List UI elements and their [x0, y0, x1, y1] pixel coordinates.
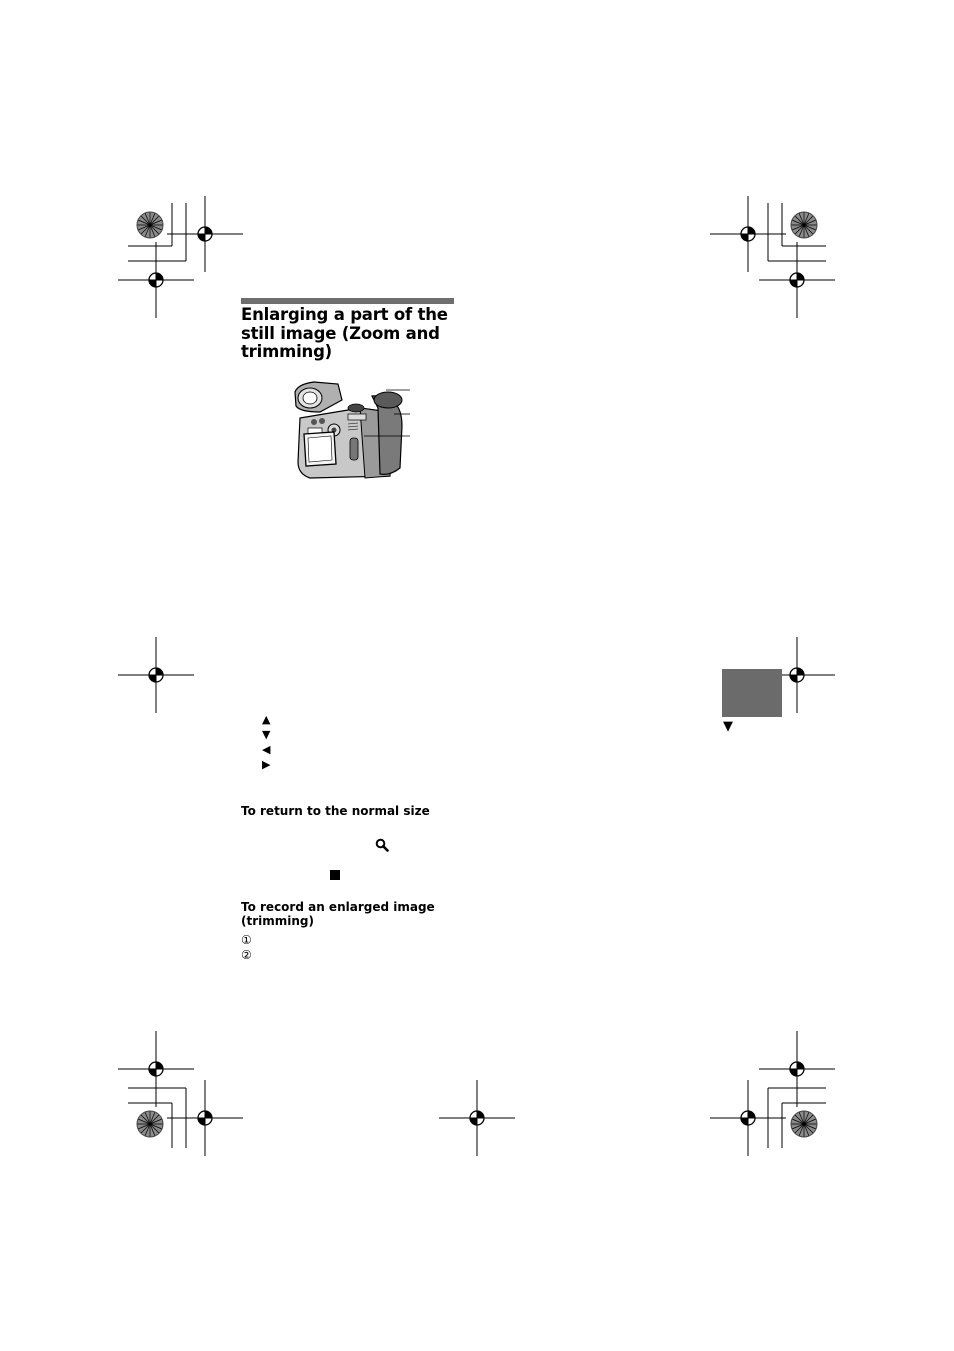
crosshair-middle-left — [118, 637, 194, 713]
crosshair-bottom-center — [439, 1080, 515, 1156]
step-1-marker: ① — [241, 933, 252, 947]
arrow-up-icon: ▲ — [262, 713, 271, 726]
section-title-bar — [241, 298, 454, 304]
continue-arrow-icon: ▼ — [723, 719, 733, 734]
crosshair-top-left-b — [118, 242, 194, 318]
arrow-left-icon: ◀ — [262, 743, 271, 756]
star-target-bottom-left — [137, 1111, 163, 1137]
star-target-bottom-right — [791, 1111, 817, 1137]
crosshair-bottom-right-b — [759, 1031, 835, 1107]
star-target-top-left — [137, 212, 163, 238]
record-enlarged-heading: To record an enlarged image (trimming) — [241, 900, 435, 928]
return-normal-heading: To return to the normal size — [241, 804, 430, 818]
star-target-top-right — [791, 212, 817, 238]
crosshair-bottom-left-a — [167, 1080, 243, 1156]
crosshair-bottom-right-a — [710, 1080, 786, 1156]
step-2-marker: ② — [241, 948, 252, 962]
arrow-right-icon: ▶ — [262, 758, 271, 771]
stop-square-icon — [330, 870, 340, 880]
crosshair-top-right-b — [759, 242, 835, 318]
crosshair-bottom-left-b — [118, 1031, 194, 1107]
camera-illustration — [290, 378, 415, 483]
magnifier-icon — [375, 838, 389, 852]
arrow-down-icon: ▼ — [262, 728, 271, 741]
section-title: Enlarging a part of the still image (Zoom and trimming) — [241, 305, 448, 361]
chapter-side-tab — [722, 669, 782, 717]
